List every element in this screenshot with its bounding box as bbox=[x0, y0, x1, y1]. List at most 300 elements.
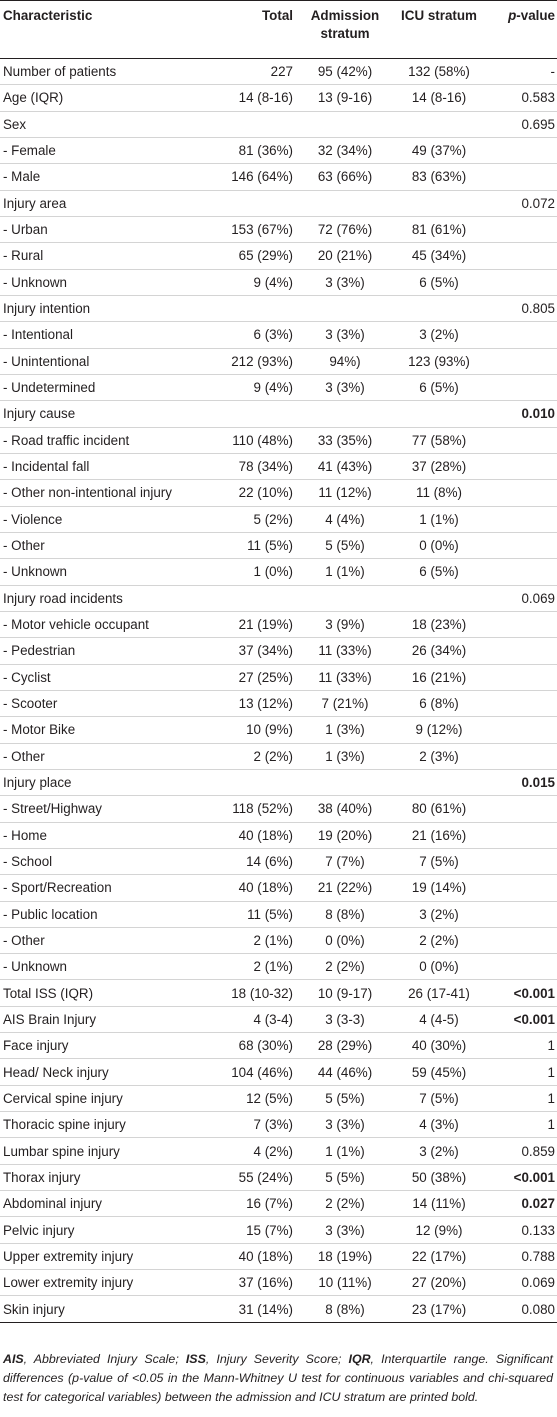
cell-icu bbox=[389, 585, 489, 611]
cell-characteristic: - Female bbox=[0, 137, 196, 163]
cell-icu: 16 (21%) bbox=[389, 664, 489, 690]
cell-p-value bbox=[489, 927, 557, 953]
cell-characteristic: - Other non-intentional injury bbox=[0, 480, 196, 506]
cell-total: 68 (30%) bbox=[196, 1033, 301, 1059]
table-row bbox=[0, 1191, 557, 1217]
cell-admission: 95 (42%) bbox=[301, 59, 389, 85]
cell-p-value bbox=[489, 638, 557, 664]
cell-icu: 123 (93%) bbox=[389, 348, 489, 374]
cell-p-value: - bbox=[489, 59, 557, 85]
cell-p-value bbox=[489, 506, 557, 532]
cell-icu: 26 (17-41) bbox=[389, 980, 489, 1006]
cell-p-value: 1 bbox=[489, 1112, 557, 1138]
cell-characteristic: - Other bbox=[0, 927, 196, 953]
cell-total: 2 (1%) bbox=[196, 927, 301, 953]
cell-admission bbox=[301, 401, 389, 427]
cell-characteristic: - Other bbox=[0, 743, 196, 769]
cell-icu: 21 (16%) bbox=[389, 822, 489, 848]
cell-admission bbox=[301, 295, 389, 321]
cell-characteristic: - Motor vehicle occupant bbox=[0, 611, 196, 637]
cell-icu: 27 (20%) bbox=[389, 1270, 489, 1296]
cell-admission: 13 (9-16) bbox=[301, 85, 389, 111]
cell-admission: 3 (3%) bbox=[301, 269, 389, 295]
cell-total: 13 (12%) bbox=[196, 690, 301, 716]
cell-characteristic: Injury cause bbox=[0, 401, 196, 427]
cell-p-value bbox=[489, 743, 557, 769]
cell-icu: 14 (11%) bbox=[389, 1191, 489, 1217]
cell-admission: 3 (9%) bbox=[301, 611, 389, 637]
cell-icu: 19 (14%) bbox=[389, 875, 489, 901]
cell-icu: 7 (5%) bbox=[389, 1085, 489, 1111]
cell-total: 37 (16%) bbox=[196, 1270, 301, 1296]
cell-admission: 11 (12%) bbox=[301, 480, 389, 506]
cell-characteristic: - Unintentional bbox=[0, 348, 196, 374]
table-body bbox=[0, 59, 557, 1323]
cell-p-value: 0.080 bbox=[489, 1296, 557, 1322]
cell-characteristic: - School bbox=[0, 848, 196, 874]
cell-admission: 10 (9-17) bbox=[301, 980, 389, 1006]
cell-admission: 3 (3%) bbox=[301, 374, 389, 400]
table-row bbox=[0, 295, 557, 321]
table-row bbox=[0, 796, 557, 822]
cell-icu: 77 (58%) bbox=[389, 427, 489, 453]
cell-total: 9 (4%) bbox=[196, 374, 301, 400]
cell-total: 37 (34%) bbox=[196, 638, 301, 664]
cell-admission: 8 (8%) bbox=[301, 1296, 389, 1322]
table-row bbox=[0, 954, 557, 980]
cell-characteristic: Injury intention bbox=[0, 295, 196, 321]
table-row bbox=[0, 1112, 557, 1138]
table-row bbox=[0, 190, 557, 216]
table-row bbox=[0, 1296, 557, 1322]
table-row bbox=[0, 690, 557, 716]
footnote-ais-abbr: AIS bbox=[3, 1352, 24, 1366]
cell-characteristic: - Male bbox=[0, 164, 196, 190]
cell-icu: 12 (9%) bbox=[389, 1217, 489, 1243]
cell-characteristic: - Urban bbox=[0, 216, 196, 242]
cell-characteristic: Upper extremity injury bbox=[0, 1243, 196, 1269]
cell-admission bbox=[301, 190, 389, 216]
cell-admission: 2 (2%) bbox=[301, 954, 389, 980]
cell-total: 153 (67%) bbox=[196, 216, 301, 242]
cell-total: 14 (6%) bbox=[196, 848, 301, 874]
cell-total: 16 (7%) bbox=[196, 1191, 301, 1217]
cell-total: 2 (2%) bbox=[196, 743, 301, 769]
cell-icu: 45 (34%) bbox=[389, 243, 489, 269]
cell-icu: 37 (28%) bbox=[389, 453, 489, 479]
table-row bbox=[0, 269, 557, 295]
cell-p-value bbox=[489, 717, 557, 743]
cell-total: 18 (10-32) bbox=[196, 980, 301, 1006]
cell-admission: 5 (5%) bbox=[301, 1085, 389, 1111]
cell-icu: 40 (30%) bbox=[389, 1033, 489, 1059]
cell-icu: 59 (45%) bbox=[389, 1059, 489, 1085]
header-p-value: p-value bbox=[489, 1, 557, 59]
cell-total: 110 (48%) bbox=[196, 427, 301, 453]
cell-p-value bbox=[489, 690, 557, 716]
cell-admission: 11 (33%) bbox=[301, 664, 389, 690]
cell-icu: 26 (34%) bbox=[389, 638, 489, 664]
cell-admission: 1 (3%) bbox=[301, 743, 389, 769]
cell-total bbox=[196, 295, 301, 321]
header-total: Total bbox=[196, 1, 301, 59]
cell-admission: 94%) bbox=[301, 348, 389, 374]
cell-admission bbox=[301, 769, 389, 795]
cell-p-value: 0.069 bbox=[489, 1270, 557, 1296]
cell-p-value bbox=[489, 243, 557, 269]
cell-icu: 49 (37%) bbox=[389, 137, 489, 163]
cell-p-value bbox=[489, 348, 557, 374]
cell-icu bbox=[389, 769, 489, 795]
table-row bbox=[0, 1138, 557, 1164]
table-row bbox=[0, 1033, 557, 1059]
cell-p-value: 0.583 bbox=[489, 85, 557, 111]
cell-total bbox=[196, 585, 301, 611]
cell-characteristic: Injury road incidents bbox=[0, 585, 196, 611]
cell-admission: 11 (33%) bbox=[301, 638, 389, 664]
table-row bbox=[0, 427, 557, 453]
table-row bbox=[0, 137, 557, 163]
cell-p-value bbox=[489, 875, 557, 901]
cell-total: 65 (29%) bbox=[196, 243, 301, 269]
cell-p-value: <0.001 bbox=[489, 980, 557, 1006]
cell-characteristic: - Pedestrian bbox=[0, 638, 196, 664]
cell-characteristic: - Violence bbox=[0, 506, 196, 532]
cell-characteristic: - Scooter bbox=[0, 690, 196, 716]
table-row bbox=[0, 611, 557, 637]
table-row bbox=[0, 532, 557, 558]
cell-icu bbox=[389, 295, 489, 321]
cell-characteristic: - Motor Bike bbox=[0, 717, 196, 743]
cell-icu: 50 (38%) bbox=[389, 1164, 489, 1190]
cell-characteristic: - Other bbox=[0, 532, 196, 558]
cell-admission: 32 (34%) bbox=[301, 137, 389, 163]
cell-icu: 6 (5%) bbox=[389, 269, 489, 295]
cell-characteristic: - Rural bbox=[0, 243, 196, 269]
cell-total: 40 (18%) bbox=[196, 875, 301, 901]
cell-icu: 7 (5%) bbox=[389, 848, 489, 874]
cell-characteristic: - Public location bbox=[0, 901, 196, 927]
table-row bbox=[0, 480, 557, 506]
cell-icu: 6 (8%) bbox=[389, 690, 489, 716]
cell-characteristic: - Undetermined bbox=[0, 374, 196, 400]
cell-p-value bbox=[489, 216, 557, 242]
cell-p-value: 0.695 bbox=[489, 111, 557, 137]
cell-admission: 21 (22%) bbox=[301, 875, 389, 901]
cell-characteristic: - Cyclist bbox=[0, 664, 196, 690]
cell-total: 78 (34%) bbox=[196, 453, 301, 479]
cell-admission: 63 (66%) bbox=[301, 164, 389, 190]
cell-total: 4 (2%) bbox=[196, 1138, 301, 1164]
cell-admission: 1 (1%) bbox=[301, 1138, 389, 1164]
header-admission-stratum: Admission stratum bbox=[301, 1, 389, 59]
cell-total: 4 (3-4) bbox=[196, 1006, 301, 1032]
cell-characteristic: - Unknown bbox=[0, 954, 196, 980]
cell-characteristic: - Unknown bbox=[0, 559, 196, 585]
cell-total bbox=[196, 190, 301, 216]
table-row bbox=[0, 848, 557, 874]
cell-total: 146 (64%) bbox=[196, 164, 301, 190]
cell-admission: 3 (3%) bbox=[301, 1112, 389, 1138]
footnote-iqr-text: , Interquartile range. Significant differences (p-value of <0.05 in the Mann-Whitney U test for continuous variables and chi-squared test for categorical variables) between the admission and ICU stratum are printed bold. bbox=[3, 1352, 553, 1404]
cell-characteristic: Thoracic spine injury bbox=[0, 1112, 196, 1138]
table-row bbox=[0, 1085, 557, 1111]
cell-p-value bbox=[489, 453, 557, 479]
cell-total: 1 (0%) bbox=[196, 559, 301, 585]
header-row bbox=[0, 1, 557, 59]
cell-p-value bbox=[489, 822, 557, 848]
cell-icu: 11 (8%) bbox=[389, 480, 489, 506]
cell-admission: 5 (5%) bbox=[301, 1164, 389, 1190]
table-row bbox=[0, 401, 557, 427]
cell-admission: 4 (4%) bbox=[301, 506, 389, 532]
cell-p-value: <0.001 bbox=[489, 1006, 557, 1032]
cell-admission: 3 (3%) bbox=[301, 1217, 389, 1243]
cell-total: 10 (9%) bbox=[196, 717, 301, 743]
table-row bbox=[0, 1164, 557, 1190]
table-row bbox=[0, 322, 557, 348]
cell-characteristic: Age (IQR) bbox=[0, 85, 196, 111]
table-row bbox=[0, 1243, 557, 1269]
table-footnote bbox=[3, 1350, 553, 1407]
cell-characteristic: Thorax injury bbox=[0, 1164, 196, 1190]
header-characteristic: Characteristic bbox=[0, 1, 196, 59]
footnote-iss-abbr: ISS bbox=[185, 1352, 206, 1366]
table-row bbox=[0, 822, 557, 848]
cell-characteristic: - Home bbox=[0, 822, 196, 848]
cell-total bbox=[196, 401, 301, 427]
cell-total: 15 (7%) bbox=[196, 1217, 301, 1243]
table-row bbox=[0, 875, 557, 901]
cell-characteristic: Number of patients bbox=[0, 59, 196, 85]
table-row bbox=[0, 243, 557, 269]
cell-characteristic: AIS Brain Injury bbox=[0, 1006, 196, 1032]
cell-p-value: 0.859 bbox=[489, 1138, 557, 1164]
footnote-iqr-abbr: IQR bbox=[348, 1352, 371, 1366]
cell-total: 21 (19%) bbox=[196, 611, 301, 637]
cell-characteristic: Head/ Neck injury bbox=[0, 1059, 196, 1085]
cell-total: 118 (52%) bbox=[196, 796, 301, 822]
cell-icu: 83 (63%) bbox=[389, 164, 489, 190]
cell-p-value: 1 bbox=[489, 1033, 557, 1059]
cell-characteristic: Skin injury bbox=[0, 1296, 196, 1322]
cell-total: 22 (10%) bbox=[196, 480, 301, 506]
table-row bbox=[0, 980, 557, 1006]
cell-admission: 0 (0%) bbox=[301, 927, 389, 953]
cell-admission: 10 (11%) bbox=[301, 1270, 389, 1296]
cell-icu: 6 (5%) bbox=[389, 374, 489, 400]
cell-total: 12 (5%) bbox=[196, 1085, 301, 1111]
table-row bbox=[0, 585, 557, 611]
table-header bbox=[0, 1, 557, 59]
table-row bbox=[0, 85, 557, 111]
table-row bbox=[0, 743, 557, 769]
cell-characteristic: - Intentional bbox=[0, 322, 196, 348]
cell-p-value bbox=[489, 164, 557, 190]
cell-p-value: 1 bbox=[489, 1085, 557, 1111]
cell-icu bbox=[389, 190, 489, 216]
cell-total: 11 (5%) bbox=[196, 901, 301, 927]
cell-total: 212 (93%) bbox=[196, 348, 301, 374]
cell-icu: 0 (0%) bbox=[389, 954, 489, 980]
table-row bbox=[0, 453, 557, 479]
table-row bbox=[0, 717, 557, 743]
cell-characteristic: - Street/Highway bbox=[0, 796, 196, 822]
cell-admission bbox=[301, 111, 389, 137]
cell-icu: 2 (2%) bbox=[389, 927, 489, 953]
cell-p-value: 1 bbox=[489, 1059, 557, 1085]
cell-icu: 80 (61%) bbox=[389, 796, 489, 822]
cell-characteristic: Injury area bbox=[0, 190, 196, 216]
cell-admission: 3 (3-3) bbox=[301, 1006, 389, 1032]
cell-admission: 44 (46%) bbox=[301, 1059, 389, 1085]
cell-characteristic: Pelvic injury bbox=[0, 1217, 196, 1243]
cell-characteristic: Injury place bbox=[0, 769, 196, 795]
cell-icu: 23 (17%) bbox=[389, 1296, 489, 1322]
table-row bbox=[0, 506, 557, 532]
cell-icu: 4 (4-5) bbox=[389, 1006, 489, 1032]
cell-admission: 20 (21%) bbox=[301, 243, 389, 269]
cell-characteristic: Sex bbox=[0, 111, 196, 137]
cell-total: 11 (5%) bbox=[196, 532, 301, 558]
cell-admission: 18 (19%) bbox=[301, 1243, 389, 1269]
cell-admission: 41 (43%) bbox=[301, 453, 389, 479]
cell-p-value: 0.015 bbox=[489, 769, 557, 795]
cell-total: 40 (18%) bbox=[196, 822, 301, 848]
table-row bbox=[0, 559, 557, 585]
cell-p-value bbox=[489, 480, 557, 506]
cell-icu: 6 (5%) bbox=[389, 559, 489, 585]
cell-admission: 2 (2%) bbox=[301, 1191, 389, 1217]
table-row bbox=[0, 164, 557, 190]
cell-icu: 4 (3%) bbox=[389, 1112, 489, 1138]
cell-p-value: 0.072 bbox=[489, 190, 557, 216]
table-row bbox=[0, 374, 557, 400]
cell-admission: 5 (5%) bbox=[301, 532, 389, 558]
cell-total: 27 (25%) bbox=[196, 664, 301, 690]
cell-p-value: 0.805 bbox=[489, 295, 557, 321]
cell-icu bbox=[389, 401, 489, 427]
cell-icu: 81 (61%) bbox=[389, 216, 489, 242]
cell-admission: 28 (29%) bbox=[301, 1033, 389, 1059]
cell-icu: 22 (17%) bbox=[389, 1243, 489, 1269]
cell-total: 5 (2%) bbox=[196, 506, 301, 532]
cell-p-value bbox=[489, 269, 557, 295]
table-row bbox=[0, 1006, 557, 1032]
cell-total: 31 (14%) bbox=[196, 1296, 301, 1322]
cell-p-value bbox=[489, 374, 557, 400]
cell-characteristic: - Incidental fall bbox=[0, 453, 196, 479]
cell-admission: 72 (76%) bbox=[301, 216, 389, 242]
cell-total: 9 (4%) bbox=[196, 269, 301, 295]
table-row bbox=[0, 1270, 557, 1296]
cell-icu: 132 (58%) bbox=[389, 59, 489, 85]
table-row bbox=[0, 348, 557, 374]
table-row bbox=[0, 638, 557, 664]
cell-icu: 18 (23%) bbox=[389, 611, 489, 637]
cell-total bbox=[196, 769, 301, 795]
cell-total: 2 (1%) bbox=[196, 954, 301, 980]
cell-p-value: 0.133 bbox=[489, 1217, 557, 1243]
cell-admission: 1 (3%) bbox=[301, 717, 389, 743]
cell-characteristic: Total ISS (IQR) bbox=[0, 980, 196, 1006]
cell-total: 81 (36%) bbox=[196, 137, 301, 163]
cell-admission: 1 (1%) bbox=[301, 559, 389, 585]
table-row bbox=[0, 1217, 557, 1243]
cell-p-value bbox=[489, 427, 557, 453]
cell-p-value bbox=[489, 137, 557, 163]
cell-p-value: 0.027 bbox=[489, 1191, 557, 1217]
cell-total: 227 bbox=[196, 59, 301, 85]
table-row bbox=[0, 927, 557, 953]
cell-admission: 19 (20%) bbox=[301, 822, 389, 848]
cell-p-value bbox=[489, 559, 557, 585]
cell-admission bbox=[301, 585, 389, 611]
cell-characteristic: - Unknown bbox=[0, 269, 196, 295]
table-row bbox=[0, 216, 557, 242]
cell-admission: 8 (8%) bbox=[301, 901, 389, 927]
cell-total: 55 (24%) bbox=[196, 1164, 301, 1190]
cell-icu: 14 (8-16) bbox=[389, 85, 489, 111]
cell-characteristic: Face injury bbox=[0, 1033, 196, 1059]
table-row bbox=[0, 1059, 557, 1085]
table-row bbox=[0, 769, 557, 795]
cell-admission: 7 (21%) bbox=[301, 690, 389, 716]
cell-p-value: <0.001 bbox=[489, 1164, 557, 1190]
table-row bbox=[0, 664, 557, 690]
cell-p-value: 0.010 bbox=[489, 401, 557, 427]
cell-characteristic: Lumbar spine injury bbox=[0, 1138, 196, 1164]
cell-p-value bbox=[489, 532, 557, 558]
cell-total: 6 (3%) bbox=[196, 322, 301, 348]
cell-icu: 3 (2%) bbox=[389, 322, 489, 348]
cell-characteristic: Lower extremity injury bbox=[0, 1270, 196, 1296]
cell-p-value bbox=[489, 796, 557, 822]
cell-p-value: 0.069 bbox=[489, 585, 557, 611]
cell-admission: 7 (7%) bbox=[301, 848, 389, 874]
cell-admission: 33 (35%) bbox=[301, 427, 389, 453]
cell-icu: 2 (3%) bbox=[389, 743, 489, 769]
cell-p-value: 0.788 bbox=[489, 1243, 557, 1269]
cell-total: 40 (18%) bbox=[196, 1243, 301, 1269]
cell-characteristic: - Road traffic incident bbox=[0, 427, 196, 453]
cell-icu bbox=[389, 111, 489, 137]
header-icu-stratum: ICU stratum bbox=[389, 1, 489, 59]
cell-p-value bbox=[489, 901, 557, 927]
cell-p-value bbox=[489, 664, 557, 690]
table-row bbox=[0, 111, 557, 137]
cell-characteristic: - Sport/Recreation bbox=[0, 875, 196, 901]
cell-admission: 3 (3%) bbox=[301, 322, 389, 348]
cell-icu: 3 (2%) bbox=[389, 1138, 489, 1164]
cell-total: 104 (46%) bbox=[196, 1059, 301, 1085]
cell-p-value bbox=[489, 322, 557, 348]
cell-total bbox=[196, 111, 301, 137]
cell-characteristic: Abdominal injury bbox=[0, 1191, 196, 1217]
cell-icu: 1 (1%) bbox=[389, 506, 489, 532]
cell-p-value bbox=[489, 848, 557, 874]
table-row bbox=[0, 59, 557, 85]
cell-icu: 0 (0%) bbox=[389, 532, 489, 558]
cell-characteristic: Cervical spine injury bbox=[0, 1085, 196, 1111]
table-row bbox=[0, 901, 557, 927]
cell-total: 14 (8-16) bbox=[196, 85, 301, 111]
cell-p-value bbox=[489, 611, 557, 637]
cell-admission: 38 (40%) bbox=[301, 796, 389, 822]
cell-total: 7 (3%) bbox=[196, 1112, 301, 1138]
cell-icu: 3 (2%) bbox=[389, 901, 489, 927]
cell-icu: 9 (12%) bbox=[389, 717, 489, 743]
